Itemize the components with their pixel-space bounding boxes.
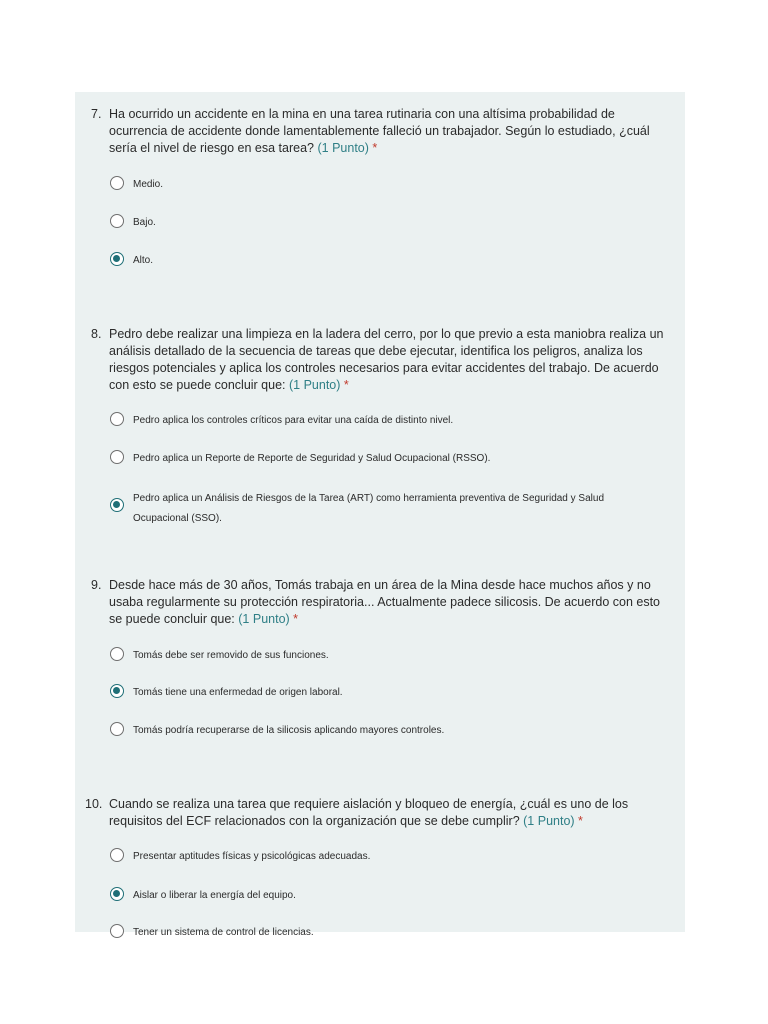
option-label: Pedro aplica un Reporte de Reporte de Seguridad y Salud Ocupacional (RSSO). (133, 453, 491, 464)
radio-button[interactable] (110, 412, 124, 426)
question-number: 9. (91, 578, 102, 592)
required-marker: * (293, 612, 299, 626)
option-label: Pedro aplica los controles críticos para evitar una caída de distinto nivel. (133, 415, 454, 426)
question-number: 10. (85, 797, 103, 811)
question-text: Desde hace más de 30 años, Tomás trabaja en un área de la Mina desde hace muchos años y no usaba regularmente su protección respiratoria... Actualmente padece silicosis. De acuerdo con esto se puede concluir que: (1 Punto) * (109, 578, 660, 626)
question-text: Pedro debe realizar una limpieza en la ladera del cerro, por lo que previo a esta maniobra realiza un análisis detallado de la secuencia de tareas que debe ejecutar, identifica los peligros, analiza los riesgos potenciales y aplica los controles necesarios para evitar accidentes del trabajo. De acuerdo con esto se puede concluir que: (1 Punto) * (109, 327, 664, 392)
form-panel (75, 92, 685, 938)
radio-button[interactable] (110, 647, 124, 661)
option-label: Pedro aplica un Análisis de Riesgos de la Tarea (ART) como herramienta preventiva de Seguridad y Salud Ocupacional (SSO). (133, 493, 605, 524)
points-label: (1 Punto) (289, 378, 341, 392)
option-art[interactable] (110, 487, 650, 525)
points-label: (1 Punto) (238, 612, 290, 626)
question-text: Cuando se realiza una tarea que requiere aislación y bloqueo de energía, ¿cuál es uno de los requisitos del ECF relacionados con la organización que se debe cumplir? (1 Punto) * (109, 797, 629, 828)
radio-button-selected[interactable] (110, 252, 124, 266)
radio-button[interactable] (110, 924, 124, 938)
option-label: Bajo. (133, 217, 156, 228)
option-alto[interactable] (110, 250, 650, 270)
option-removido[interactable] (110, 645, 650, 665)
option-label: Presentar aptitudes físicas y psicológicas adecuadas. (133, 851, 371, 862)
radio-button[interactable] (110, 848, 124, 862)
radio-button[interactable] (110, 450, 124, 464)
required-marker: * (578, 814, 583, 828)
points-label: (1 Punto) (317, 141, 369, 155)
points-label: (1 Punto) (523, 814, 575, 828)
option-label: Alto. (133, 255, 154, 266)
option-medio[interactable] (110, 174, 650, 194)
option-bajo[interactable] (110, 212, 650, 232)
option-label: Tomás debe ser removido de sus funciones. (133, 650, 329, 661)
option-enfermedad-laboral[interactable] (110, 682, 650, 702)
option-control-licencias[interactable] (110, 922, 650, 942)
option-label: Tomás tiene una enfermedad de origen laboral. (133, 687, 343, 698)
option-reporte-rsso[interactable] (110, 448, 650, 468)
option-controles-criticos[interactable] (110, 410, 650, 430)
radio-button[interactable] (110, 176, 124, 190)
radio-button-selected[interactable] (110, 887, 124, 901)
question-text: Ha ocurrido un accidente en la mina en una tarea rutinaria con una altísima probabilidad de ocurrencia de accidente donde lamentablemente falleció un trabajador. Según lo estudiado, ¿cuál sería el nivel de riesgo en esa tarea? (1 Punto) * (109, 107, 650, 155)
option-recuperarse[interactable] (110, 720, 650, 740)
option-aislar-energia[interactable] (110, 885, 650, 905)
question-number: 7. (91, 107, 102, 121)
option-aptitudes[interactable] (110, 846, 650, 866)
option-label: Aislar o liberar la energía del equipo. (133, 890, 296, 901)
radio-button[interactable] (110, 214, 124, 228)
option-label: Tomás podría recuperarse de la silicosis aplicando mayores controles. (133, 725, 445, 736)
radio-button-selected[interactable] (110, 684, 124, 698)
radio-button[interactable] (110, 722, 124, 736)
radio-button-selected[interactable] (110, 498, 124, 512)
option-label: Tener un sistema de control de licencias. (133, 927, 314, 938)
required-marker: * (343, 378, 349, 392)
required-marker: * (372, 141, 378, 155)
option-label: Medio. (133, 179, 164, 190)
question-number: 8. (91, 327, 102, 341)
